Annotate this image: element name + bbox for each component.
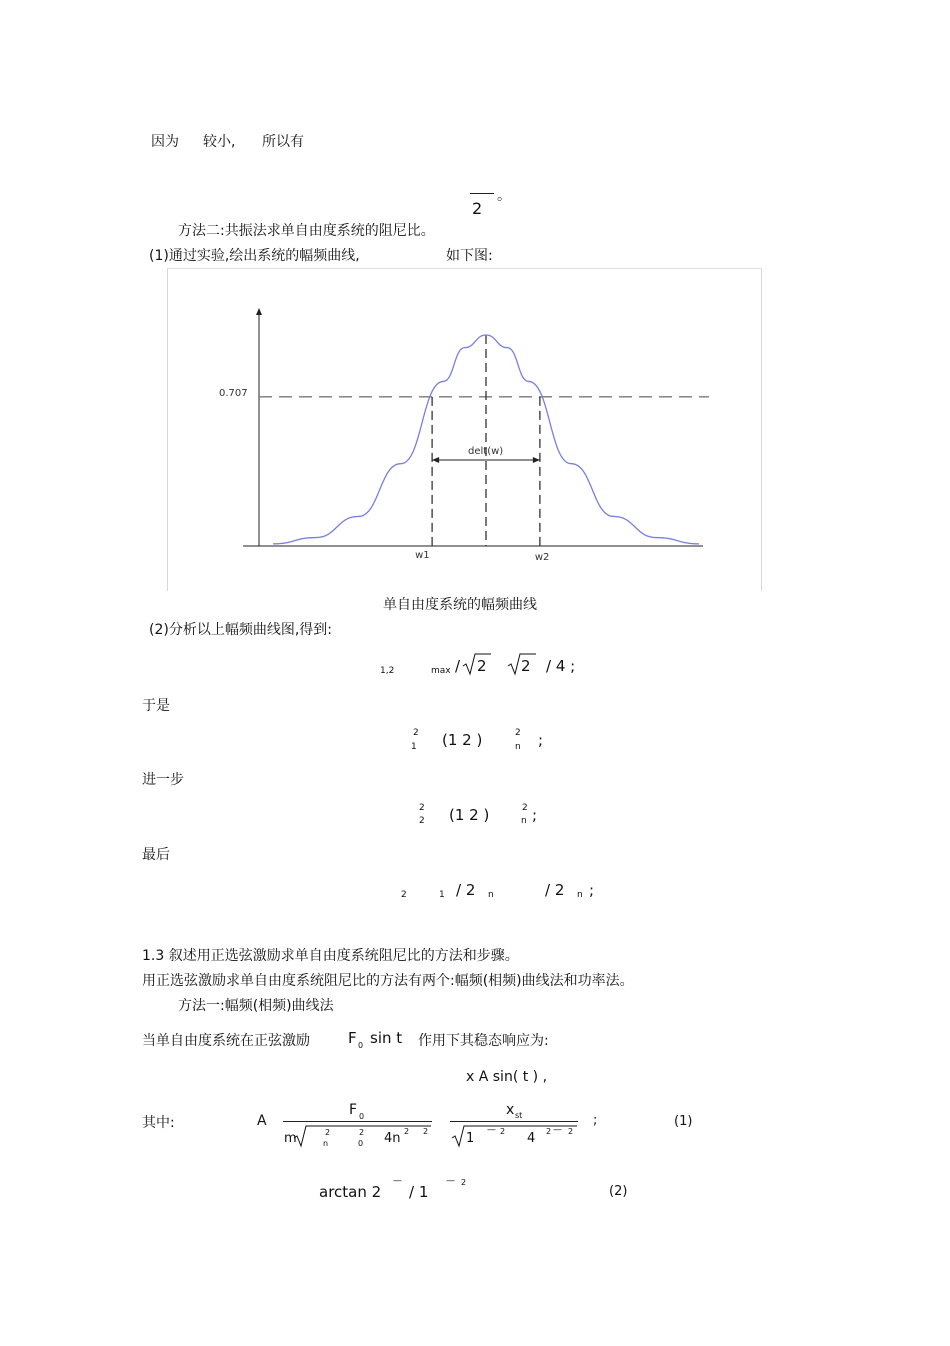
amplitude-frequency-chart	[167, 268, 760, 590]
w1-label: w1	[415, 550, 430, 561]
phase-mid: / 1	[409, 1183, 429, 1201]
eq4-subn2: n	[577, 890, 583, 900]
level-label: 0.707	[219, 387, 248, 399]
eqA-num1-sub: 0	[359, 1112, 365, 1121]
eq4-subn1: n	[488, 890, 494, 900]
eq4-part1: / 2	[456, 881, 476, 899]
eqA-frac1-bar	[283, 1121, 432, 1122]
text-so: 所以有	[262, 134, 304, 150]
eqA-semicolon: ;	[593, 1113, 598, 1128]
step2-text: (2)分析以上幅频曲线图,得到:	[149, 622, 332, 638]
bandwidth-label: delt(w)	[468, 446, 504, 457]
eqA-frac2-bar	[450, 1121, 578, 1122]
eqA-den1-sup2b: 2	[359, 1128, 365, 1137]
eq3-sup2: 2	[522, 803, 528, 813]
step1-text: (1)通过实验,绘出系统的幅频曲线,	[149, 248, 360, 264]
bandwidth-arrow-left	[432, 457, 439, 463]
eq3-subn: n	[521, 816, 527, 826]
eq2-sup: 2	[413, 728, 419, 738]
eqA-den1-m: m	[284, 1131, 297, 1146]
text-jinyibu: 进一步	[142, 772, 184, 788]
result-period: 。	[497, 188, 511, 204]
eqA-den1-0: 0	[358, 1139, 364, 1148]
eq3-body: (1 2 )	[449, 806, 490, 824]
text-qizhong: 其中:	[142, 1115, 175, 1131]
bandwidth-arrow-right	[533, 457, 540, 463]
eq3-sub: 2	[419, 816, 425, 826]
eqA-den2-sup2: 2	[500, 1127, 506, 1136]
eqA-den2-1: 1	[466, 1131, 475, 1146]
eq3-sup: 2	[419, 803, 425, 813]
force-sub0: 0	[358, 1041, 364, 1050]
eq1-max: max	[431, 666, 451, 676]
eqA-den1-4n: 4n	[384, 1131, 401, 1146]
w2-label: w2	[534, 552, 550, 563]
eq1-sub12: 1,2	[380, 666, 395, 676]
phase-dash2: —	[446, 1176, 455, 1186]
eqA-den1-n: n	[323, 1139, 329, 1148]
eqA-num1: F	[349, 1102, 358, 1118]
phase-dash1: —	[393, 1176, 402, 1186]
eqA-den2-dash: —	[487, 1125, 496, 1135]
eq4-sub1: 1	[439, 890, 445, 900]
figure-caption: 单自由度系统的幅频曲线	[383, 597, 537, 613]
eq1-tail: / 4 ;	[546, 657, 576, 675]
eqA-label: (1)	[674, 1114, 693, 1129]
eq3-semicolon: ;	[532, 806, 538, 824]
eq4-part2: / 2	[545, 881, 565, 899]
eq2-semicolon: ;	[538, 731, 544, 749]
eqA-den2-dashb: —	[553, 1125, 562, 1135]
eq1-root-a: 2	[477, 657, 487, 675]
text-because: 因为	[151, 134, 179, 150]
phase-arctan: arctan 2	[319, 1183, 382, 1201]
steady-text-a: 当单自由度系统在正弦激励	[142, 1033, 310, 1049]
eqA-den2-sup2b: 2	[546, 1127, 552, 1136]
eq2-body: (1 2 )	[442, 731, 483, 749]
eq2-sup2: 2	[515, 728, 521, 738]
eqA-den2-sup2c: 2	[568, 1127, 574, 1136]
result-two: 2	[472, 199, 483, 218]
phase-sup2: 2	[461, 1178, 467, 1187]
eqA-num2-sub: st	[515, 1111, 523, 1120]
eq2-sub: 1	[411, 742, 417, 752]
force-rest: sin t	[370, 1029, 403, 1047]
eqA-den1-sup2a: 2	[325, 1128, 331, 1137]
eq4-semicolon: ;	[589, 881, 595, 899]
response-eq: x A sin( t ) ,	[466, 1069, 548, 1085]
eqA-den1-sup2d: 2	[423, 1127, 429, 1136]
section-1-3-desc: 用正选弦激励求单自由度系统阻尼比的方法有两个:幅频(相频)曲线法和功率法。	[142, 973, 634, 989]
method2-title: 方法二:共振法求单自由度系统的阻尼比。	[178, 223, 435, 239]
eq1-slash: /	[455, 657, 461, 675]
text-zuihou: 最后	[142, 847, 170, 863]
text-yushi: 于是	[142, 698, 170, 714]
eqA-num2: x	[506, 1102, 515, 1118]
fraction-bar	[470, 193, 494, 194]
force-F: F	[348, 1029, 357, 1047]
y-axis-arrow	[256, 308, 262, 315]
step1-below: 如下图:	[446, 248, 493, 264]
eq4-sub2: 2	[401, 890, 407, 900]
text-small: 较小,	[203, 134, 236, 150]
method1-title: 方法一:幅频(相频)曲线法	[178, 998, 334, 1014]
steady-text-b: 作用下其稳态响应为:	[418, 1033, 549, 1049]
phase-label: (2)	[609, 1184, 628, 1199]
eqA-den1-sup2c: 2	[404, 1127, 410, 1136]
section-1-3-title: 1.3 叙述用正选弦激励求单自由度系统阻尼比的方法和步骤。	[142, 948, 519, 964]
eqA-den2-4: 4	[527, 1131, 536, 1146]
eq1-root-b: 2	[521, 657, 531, 675]
eqA-A: A	[257, 1113, 267, 1129]
eq2-subn: n	[515, 742, 521, 752]
